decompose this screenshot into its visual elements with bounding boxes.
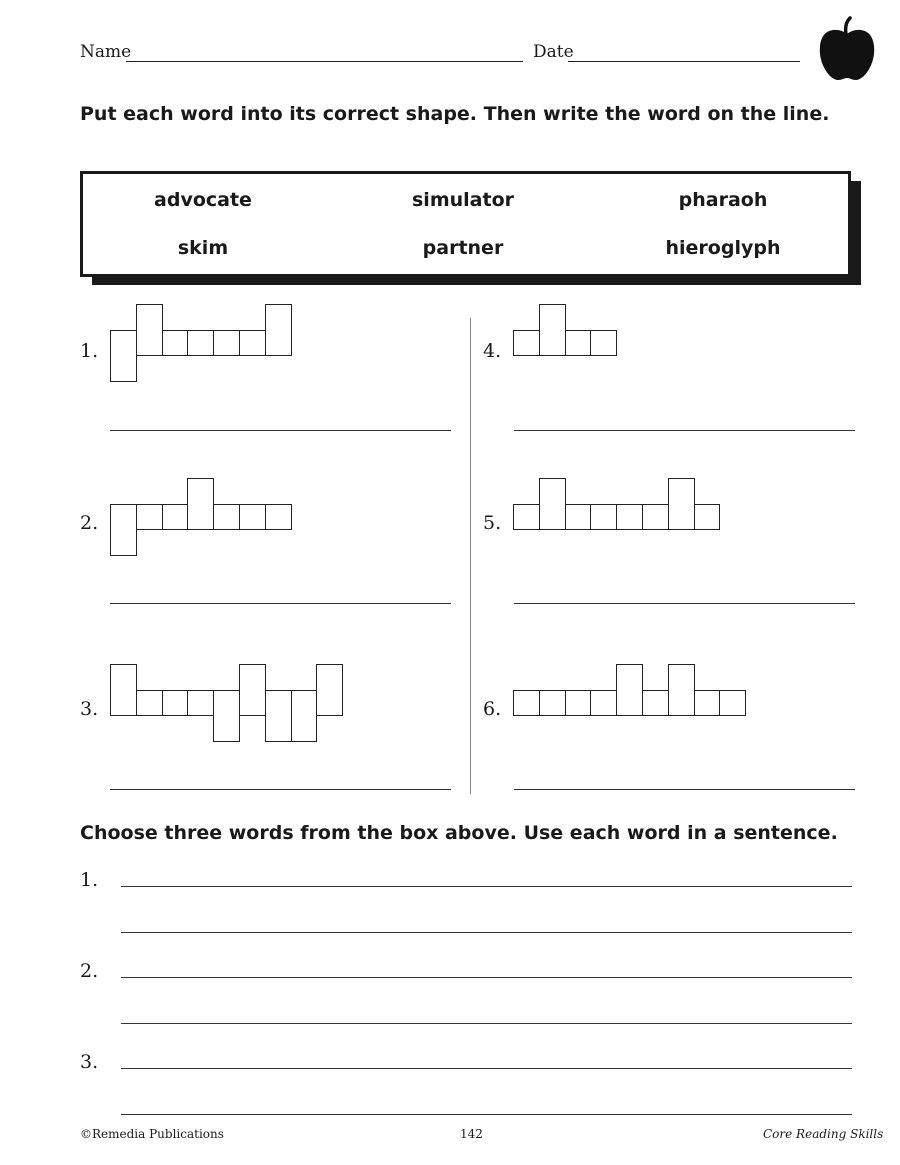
letter-box[interactable] bbox=[187, 330, 214, 356]
letter-box[interactable] bbox=[668, 478, 695, 530]
sentence-line[interactable] bbox=[121, 977, 852, 978]
sentence-number: 2. bbox=[80, 960, 99, 982]
sentence-line[interactable] bbox=[121, 886, 852, 887]
letter-box[interactable] bbox=[162, 330, 189, 356]
name-label: Name bbox=[80, 42, 132, 62]
word-box-word: partner bbox=[422, 237, 504, 259]
letter-box[interactable] bbox=[213, 504, 240, 530]
letter-box[interactable] bbox=[110, 504, 137, 556]
letter-box[interactable] bbox=[565, 504, 592, 530]
letter-box[interactable] bbox=[162, 504, 189, 530]
letter-box[interactable] bbox=[239, 664, 266, 716]
letter-box[interactable] bbox=[513, 504, 540, 530]
letter-box[interactable] bbox=[565, 330, 592, 356]
word-box-word: simulator bbox=[412, 189, 514, 211]
sentence-number: 3. bbox=[80, 1051, 99, 1073]
word-box-word: skim bbox=[177, 237, 229, 259]
letter-box[interactable] bbox=[539, 304, 566, 356]
instruction-part2: Choose three words from the box above. Use each word in a sentence. bbox=[80, 822, 838, 844]
letter-box[interactable] bbox=[642, 690, 669, 716]
item-number: 1. bbox=[80, 340, 99, 362]
letter-box[interactable] bbox=[719, 690, 746, 716]
letter-box[interactable] bbox=[642, 504, 669, 530]
letter-box[interactable] bbox=[291, 690, 318, 742]
letter-box[interactable] bbox=[265, 690, 292, 742]
sentence-line[interactable] bbox=[121, 1068, 852, 1069]
item-number: 4. bbox=[483, 340, 502, 362]
letter-box[interactable] bbox=[239, 330, 266, 356]
sentence-line[interactable] bbox=[121, 932, 852, 933]
letter-box[interactable] bbox=[110, 664, 137, 716]
sentence-number: 1. bbox=[80, 869, 99, 891]
letter-box[interactable] bbox=[590, 504, 617, 530]
sentence-line[interactable] bbox=[121, 1023, 852, 1024]
letter-box[interactable] bbox=[162, 690, 189, 716]
letter-box[interactable] bbox=[539, 478, 566, 530]
instruction-part1: Put each word into its correct shape. Then write the word on the line. bbox=[80, 103, 830, 125]
answer-line[interactable] bbox=[514, 430, 855, 431]
word-box-word: advocate bbox=[154, 189, 252, 211]
letter-box[interactable] bbox=[539, 690, 566, 716]
item-number: 3. bbox=[80, 698, 99, 720]
letter-box[interactable] bbox=[136, 304, 163, 356]
letter-box[interactable] bbox=[187, 690, 214, 716]
item-number: 2. bbox=[80, 512, 99, 534]
letter-box[interactable] bbox=[616, 504, 643, 530]
letter-box[interactable] bbox=[565, 690, 592, 716]
item-number: 6. bbox=[483, 698, 502, 720]
letter-box[interactable] bbox=[694, 690, 721, 716]
footer-page-number: 142 bbox=[460, 1127, 483, 1141]
letter-box[interactable] bbox=[265, 504, 292, 530]
date-label: Date bbox=[533, 42, 574, 62]
letter-box[interactable] bbox=[136, 504, 163, 530]
footer-book-title: Core Reading Skills bbox=[763, 1127, 884, 1141]
answer-line[interactable] bbox=[110, 603, 451, 604]
sentence-line[interactable] bbox=[121, 1114, 852, 1115]
letter-box[interactable] bbox=[316, 664, 343, 716]
word-box-word: pharaoh bbox=[678, 189, 768, 211]
letter-box[interactable] bbox=[187, 478, 214, 530]
item-number: 5. bbox=[483, 512, 502, 534]
letter-box[interactable] bbox=[590, 330, 617, 356]
letter-box[interactable] bbox=[513, 330, 540, 356]
letter-box[interactable] bbox=[213, 690, 240, 742]
letter-box[interactable] bbox=[213, 330, 240, 356]
letter-box[interactable] bbox=[590, 690, 617, 716]
answer-line[interactable] bbox=[110, 789, 451, 790]
letter-box[interactable] bbox=[136, 690, 163, 716]
letter-box[interactable] bbox=[110, 330, 137, 382]
letter-box[interactable] bbox=[668, 664, 695, 716]
letter-box[interactable] bbox=[239, 504, 266, 530]
footer-publisher: ©Remedia Publications bbox=[80, 1127, 224, 1141]
letter-box[interactable] bbox=[694, 504, 721, 530]
letter-box[interactable] bbox=[265, 304, 292, 356]
answer-line[interactable] bbox=[110, 430, 451, 431]
answer-line[interactable] bbox=[514, 789, 855, 790]
word-box-word: hieroglyph bbox=[665, 237, 781, 259]
letter-box[interactable] bbox=[616, 664, 643, 716]
letter-box[interactable] bbox=[513, 690, 540, 716]
answer-line[interactable] bbox=[514, 603, 855, 604]
